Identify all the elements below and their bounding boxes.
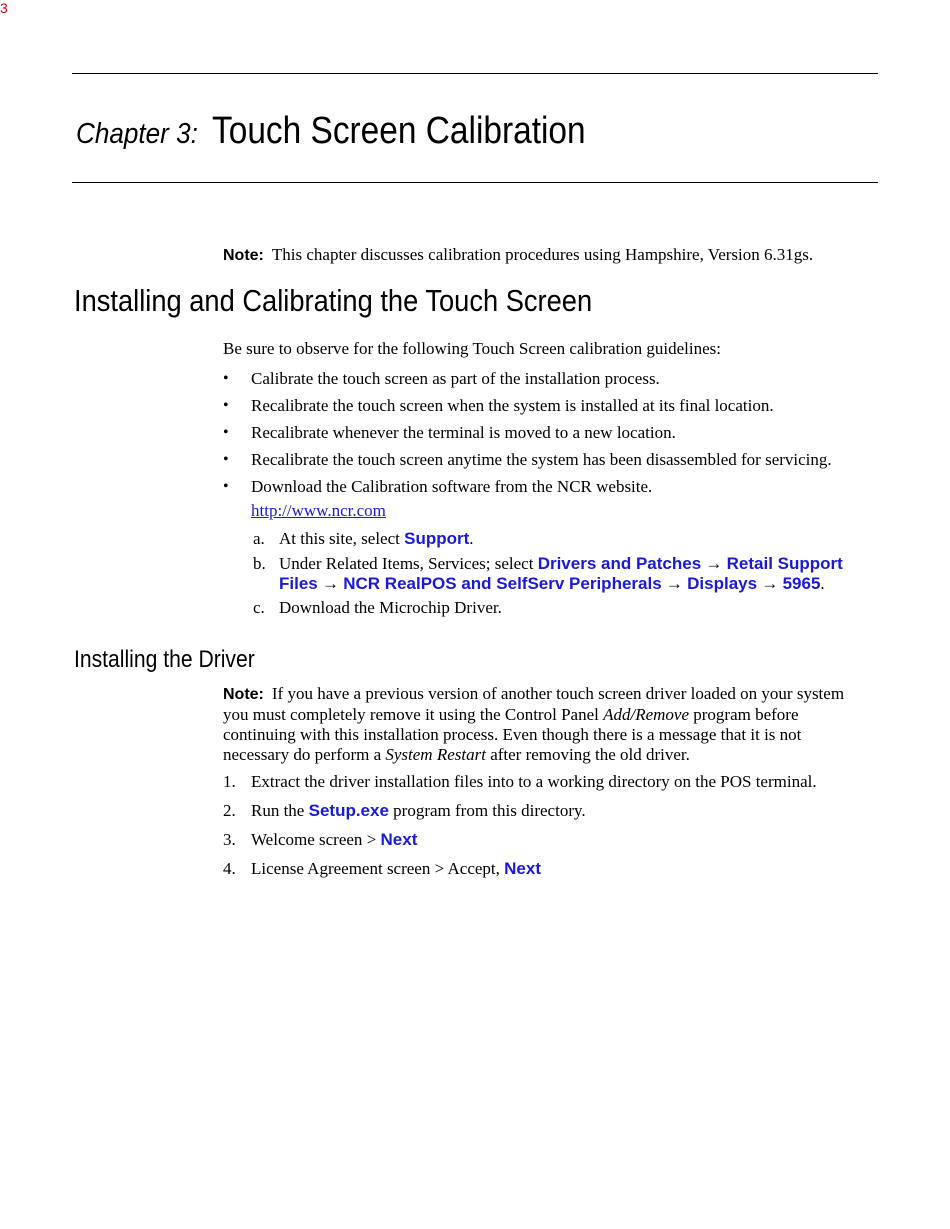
step-c: c. Download the Microchip Driver. (253, 598, 502, 617)
list-item: 2. Run the Setup.exe program from this directory. (223, 801, 586, 820)
setup-exe-label: Setup.exe (308, 801, 389, 820)
bottom-rule (72, 182, 878, 183)
list-item: 1. Extract the driver installation files into to a working directory on the POS terminal. (223, 772, 817, 791)
list-item: 4. License Agreement screen > Accept, Next (223, 859, 541, 878)
chapter-heading (76, 110, 636, 153)
note-label: Note: (223, 686, 264, 703)
ncr-website-link[interactable]: http://www.ncr.com (251, 501, 386, 520)
page-number: 3 (0, 0, 8, 16)
next-button-label: Next (504, 859, 541, 878)
step-a: a. At this site, select Support. (253, 529, 474, 548)
next-button-label: Next (380, 830, 418, 849)
note-text: This chapter discusses calibration procedures using Hampshire, Version 6.31gs. (271, 245, 814, 264)
chapter-prefix: Chapter 3: (76, 118, 198, 150)
displays-label: Displays (687, 574, 758, 593)
support-menu-label: Support (404, 529, 470, 548)
peripherals-label: NCR RealPOS and SelfServ Peripherals (343, 574, 662, 593)
list-item: 3. Welcome screen > Next (223, 830, 418, 849)
model-5965-label: 5965 (782, 574, 821, 593)
files-label: Files (279, 574, 318, 593)
section-heading-calibrating: Installing and Calibrating the Touch Screen (74, 283, 593, 318)
note-chapter (223, 245, 813, 266)
top-rule (72, 73, 878, 74)
retail-support-label: Retail Support (726, 554, 843, 573)
chapter-title: Touch Screen Calibration (211, 110, 586, 152)
section-intro: Be sure to observe for the following Touch Screen calibration guidelines: (223, 339, 721, 358)
section-heading-driver: Installing the Driver (74, 646, 255, 673)
note-label: Note: (223, 247, 264, 264)
note-driver: Note: If you have a previous version of another touch screen driver loaded on your system you must completely remove it using the Control Panel Add/Remove program before continuing with this installation process. Even though there is a message that it is not necessary do perform a System Restart after removing the old driver. (223, 684, 845, 764)
step-b: b. Under Related Items, Services; select Drivers and Patches → Retail Support Files → NCR RealPOS and SelfServ Peripherals → Displays → 5965. (253, 554, 843, 593)
drivers-patches-label: Drivers and Patches (537, 554, 702, 573)
